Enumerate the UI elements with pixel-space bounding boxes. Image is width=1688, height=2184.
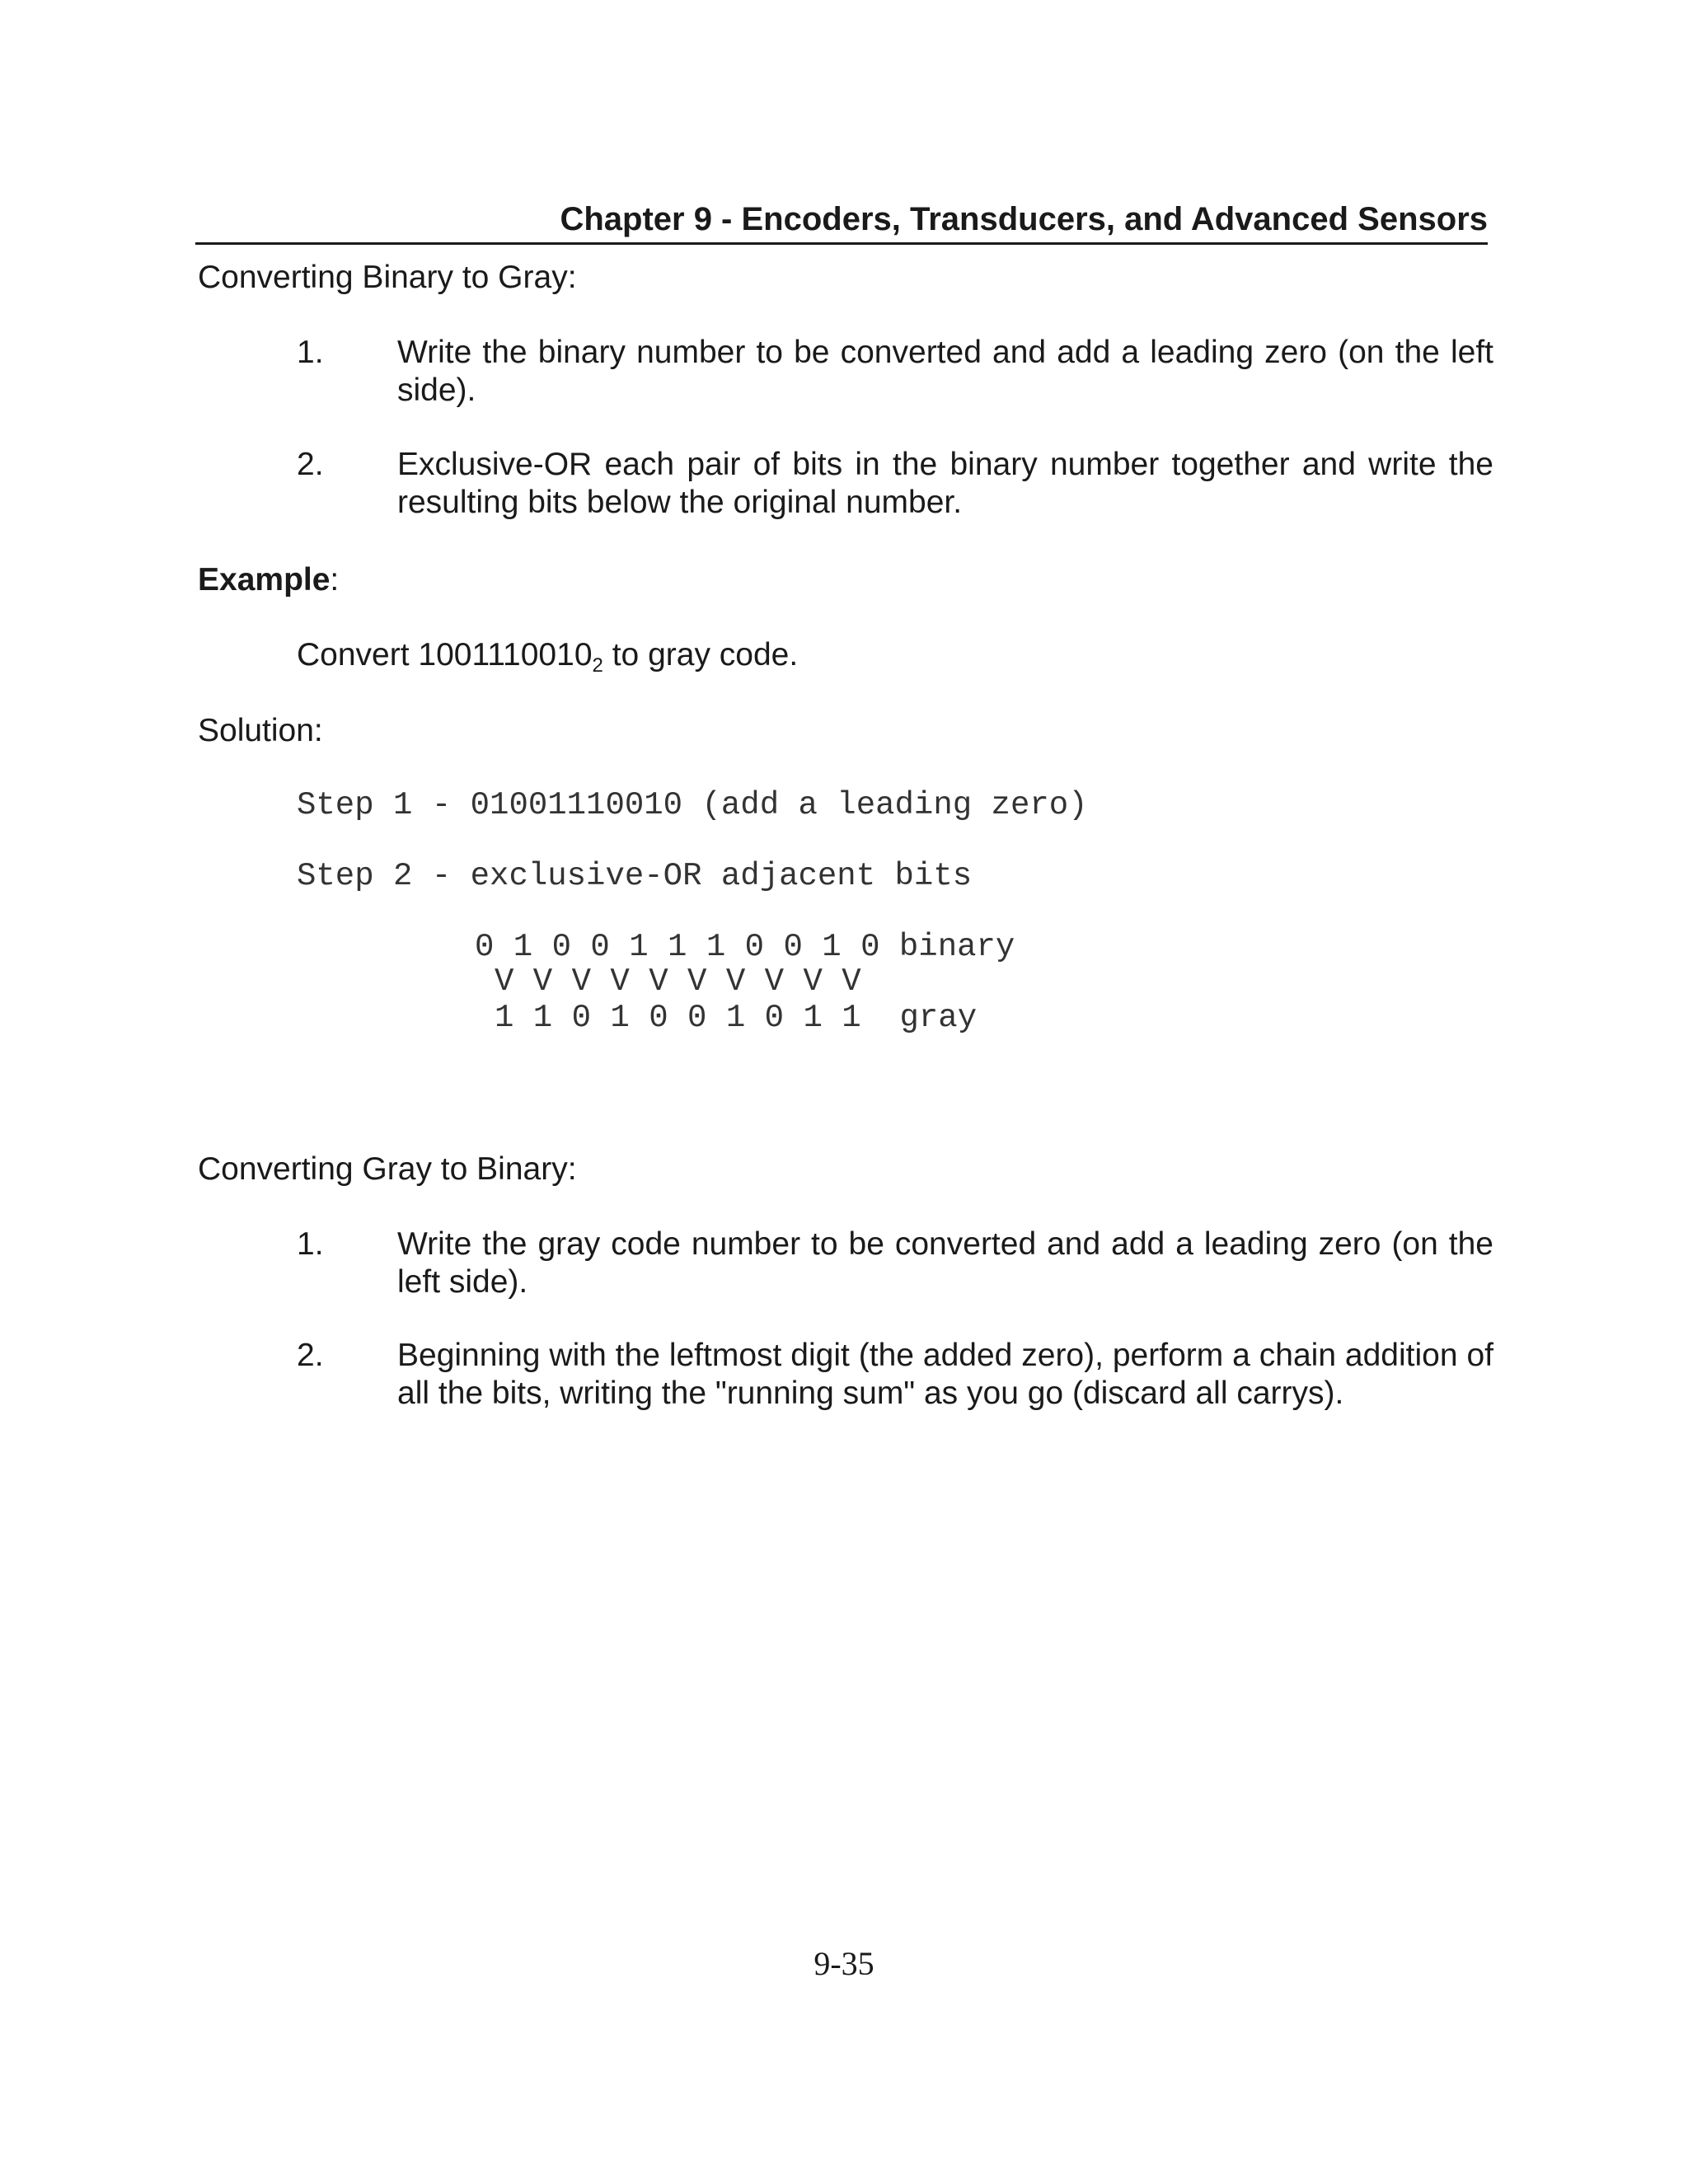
- example-colon: :: [330, 562, 340, 598]
- step-number: 1.: [297, 335, 324, 370]
- base-subscript: 2: [592, 654, 603, 677]
- binary-row: 0 1 0 0 1 1 1 0 0 1 0 binary: [475, 929, 1015, 965]
- section-heading-gray-to-binary: Converting Gray to Binary:: [198, 1151, 577, 1187]
- step-number: 1.: [297, 1226, 324, 1262]
- step-number: 2.: [297, 447, 324, 482]
- step-text: Write the gray code number to be converted and add a leading zero (on the left side).: [397, 1226, 1493, 1300]
- solution-step-2: Step 2 - exclusive-OR adjacent bits: [297, 858, 973, 894]
- step-text: Beginning with the leftmost digit (the added zero), perform a chain addition of all the bits, writing the "running sum" as you go (discard all carrys).: [397, 1338, 1493, 1411]
- gray-row: 1 1 0 1 0 0 1 0 1 1 gray: [495, 1000, 978, 1036]
- chapter-header: Chapter 9 - Encoders, Transducers, and Advanced Sensors: [195, 196, 1488, 245]
- section-heading-binary-to-gray: Converting Binary to Gray:: [198, 260, 577, 295]
- example-prompt-prefix: Convert 1001110010: [297, 637, 593, 673]
- step-text: Write the binary number to be converted and add a leading zero (on the left side).: [397, 335, 1493, 408]
- example-label: Example: [198, 562, 331, 598]
- page-number: 9-35: [814, 1945, 874, 1982]
- solution-step-1: Step 1 - 01001110010 (add a leading zero): [297, 787, 1088, 823]
- step-text: Exclusive-OR each pair of bits in the binary number together and write the resulting bits below the original number.: [397, 447, 1493, 520]
- example-prompt-suffix: to gray code.: [603, 637, 799, 673]
- xor-row: V V V V V V V V V V: [495, 963, 861, 1000]
- example-prompt: [297, 636, 799, 677]
- step-number: 2.: [297, 1338, 324, 1373]
- example-heading: [198, 561, 339, 599]
- solution-heading: Solution:: [198, 713, 323, 748]
